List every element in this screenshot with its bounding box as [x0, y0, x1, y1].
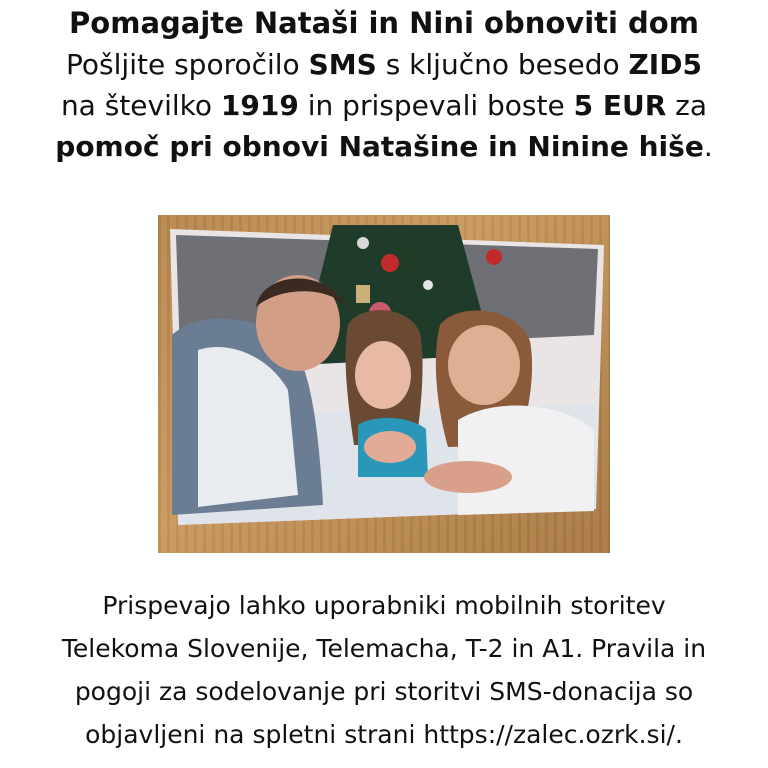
text: . — [703, 130, 713, 163]
instruction-line-3 — [0, 126, 768, 167]
text: na številko — [60, 89, 221, 122]
text: Pošljite sporočilo — [66, 48, 309, 81]
text: s ključno besedo — [376, 48, 629, 81]
family-photo — [158, 215, 610, 553]
terms-line: objavljeni na spletni strani https://zalec.ozrk.si/. — [85, 720, 683, 749]
terms-line: Prispevajo lahko uporabniki mobilnih storitev — [102, 591, 666, 620]
text: za — [666, 89, 708, 122]
page-title: Pomagajte Nataši in Nini obnoviti dom — [69, 6, 699, 40]
code-word: ZID5 — [628, 48, 702, 81]
family-photo-icon — [158, 215, 610, 553]
sms-keyword: SMS — [308, 48, 377, 81]
instruction-line-2 — [0, 85, 768, 126]
terms-line: Telekoma Slovenije, Telemacha, T-2 in A1. Pravila in — [61, 634, 707, 663]
donation-amount: 5 EUR — [573, 89, 667, 122]
header — [0, 2, 768, 167]
instruction-line-1 — [0, 44, 768, 85]
terms-notice — [0, 584, 768, 756]
text: in prispevali boste — [298, 89, 574, 122]
terms-line: pogoji za sodelovanje pri storitvi SMS-donacija so — [74, 677, 694, 706]
phone-number: 1919 — [220, 89, 299, 122]
purpose-text: pomoč pri obnovi Natašine in Ninine hiše — [55, 130, 704, 163]
sms-instructions — [0, 44, 768, 167]
